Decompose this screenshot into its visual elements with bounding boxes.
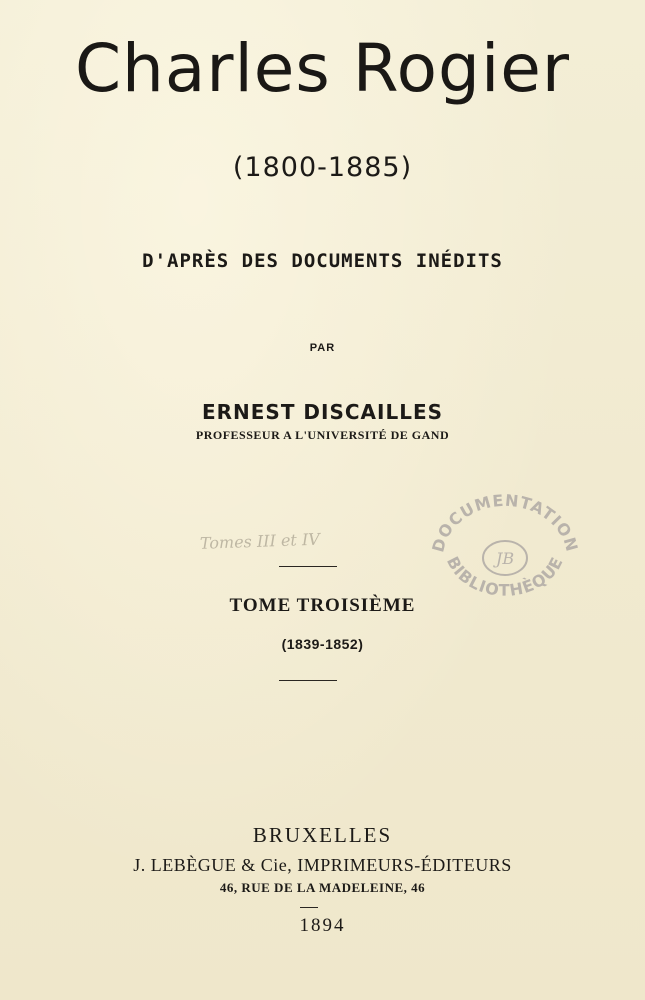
book-title: Charles Rogier (74, 30, 571, 107)
publisher: J. LEBÈGUE & Cie, IMPRIMEURS-ÉDITEURS (133, 855, 512, 875)
divider-top (279, 566, 337, 567)
subtitle: D'APRÈS DES DOCUMENTS INÉDITS (142, 250, 503, 272)
publication-year: 1894 (299, 915, 346, 936)
author-name: ERNEST DISCAILLES (201, 400, 444, 424)
publication-city: BRUXELLES (252, 823, 393, 847)
stamp-monogram: JB (495, 549, 515, 568)
volume-title: TOME TROISIÈME (229, 595, 416, 616)
stamp-top-text: DOCUMENTATION (428, 490, 582, 555)
divider-bottom (279, 680, 337, 681)
publisher-address: 46, RUE DE LA MADELEINE, 46 (219, 880, 426, 895)
author-affiliation: PROFESSEUR A L'UNIVERSITÉ DE GAND (195, 428, 450, 442)
by-label: PAR (309, 342, 336, 354)
pencil-annotation: Tomes III et IV (199, 529, 321, 553)
stamp-bottom-text: BIBLIOTHÈQUE (442, 553, 567, 600)
volume-years: (1839-1852) (281, 636, 364, 652)
life-dates: (1800-1885) (232, 152, 413, 183)
divider-year (300, 907, 318, 908)
